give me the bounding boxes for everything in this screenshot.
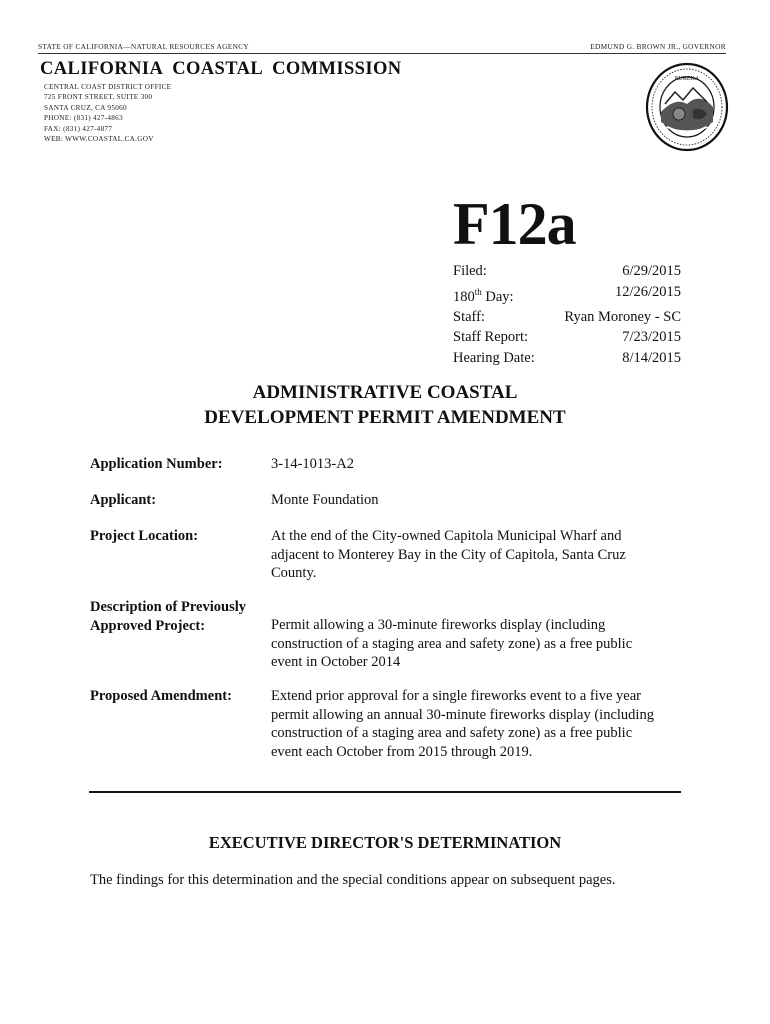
section-divider <box>89 791 681 793</box>
office-line: SANTA CRUZ, CA 95060 <box>44 103 127 112</box>
field-value: Extend prior approval for a single fireworks event to a five year permit allowing an annual 30-minute fireworks display (including construction of a staging area and safety zone) as a free public event each October from 2015 through 2019. <box>271 688 654 760</box>
date-row <box>453 327 681 348</box>
commission-name: CALIFORNIA COASTAL COMMISSION <box>40 59 402 79</box>
field-value: Permit allowing a 30-minute fireworks display (including construction of a staging area and safety zone) as a free public event in October 2014 <box>271 617 633 670</box>
title-line: ADMINISTRATIVE COASTAL <box>252 382 518 403</box>
date-label: 180th Day: <box>453 286 514 305</box>
date-row <box>453 282 681 307</box>
findings-text: The findings for this determination and the special conditions appear on subsequent pages. <box>90 872 616 888</box>
field-label: Project Location: <box>90 528 199 544</box>
date-value: 7/23/2015 <box>622 329 681 346</box>
date-label: Hearing Date: <box>453 349 535 366</box>
date-row <box>453 307 681 328</box>
california-seal-icon <box>645 62 729 152</box>
date-block <box>453 261 681 368</box>
date-value: Ryan Moroney - SC <box>564 308 681 325</box>
date-row <box>453 348 681 369</box>
date-value: 12/26/2015 <box>614 283 681 300</box>
date-row <box>453 261 681 282</box>
office-line: FAX: (831) 427-4877 <box>44 124 113 133</box>
field-value: At the end of the City-owned Capitola Municipal Wharf and adjacent to Monterey Bay in the City of Capitola, Santa Cruz County. <box>271 528 626 581</box>
field-value: Monte Foundation <box>271 492 379 508</box>
field-label: Application Number: <box>90 456 223 472</box>
office-line: CENTRAL COAST DISTRICT OFFICE <box>44 83 172 91</box>
office-line: 725 FRONT STREET, SUITE 300 <box>44 93 153 102</box>
date-label: Staff: <box>453 308 485 325</box>
field-value: 3-14-1013-A2 <box>271 456 354 472</box>
field-label: Description of Previously Approved Project: <box>90 599 246 634</box>
executive-heading: EXECUTIVE DIRECTOR'S DETERMINATION <box>208 833 562 852</box>
office-address <box>44 82 171 144</box>
date-value: 8/14/2015 <box>622 349 681 366</box>
field-label: Proposed Amendment: <box>90 688 232 704</box>
title-line: DEVELOPMENT PERMIT AMENDMENT <box>204 407 566 428</box>
date-label: Staff Report: <box>453 329 529 346</box>
document-title <box>0 380 770 430</box>
header-rule <box>38 53 726 54</box>
field-label: Applicant: <box>90 492 157 508</box>
agency-name: STATE OF CALIFORNIA—NATURAL RESOURCES AGENCY <box>38 42 250 51</box>
svg-text:EUREKA: EUREKA <box>674 76 700 82</box>
governor-name: EDMUND G. BROWN JR., GOVERNOR <box>590 42 726 51</box>
agenda-item-id: F12a <box>453 191 576 257</box>
office-line: PHONE: (831) 427-4863 <box>44 114 123 123</box>
date-value: 6/29/2015 <box>622 263 681 279</box>
office-line: WEB: WWW.COASTAL.CA.GOV <box>44 135 154 144</box>
date-label: Filed: <box>453 263 487 279</box>
